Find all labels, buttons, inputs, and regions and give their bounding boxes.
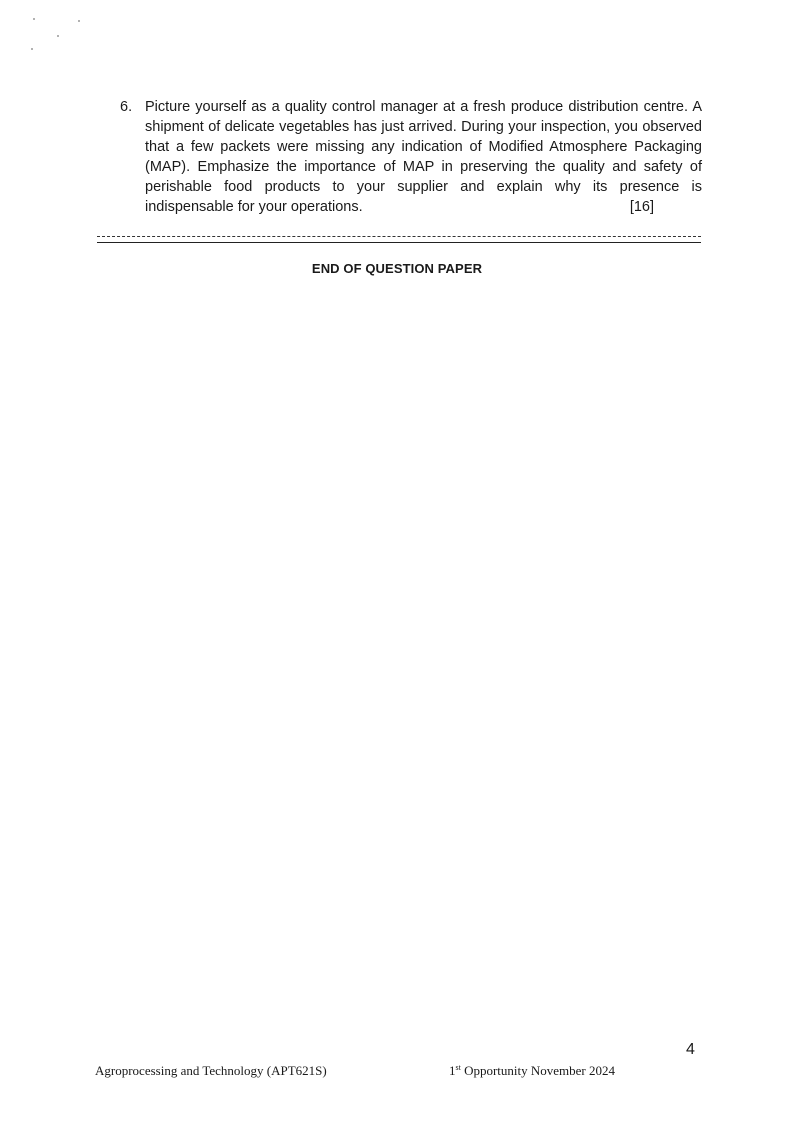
solid-divider — [97, 242, 701, 243]
scan-speck — [78, 20, 80, 22]
question-last-line — [145, 197, 702, 217]
footer-opportunity-text: Opportunity November 2024 — [460, 1063, 616, 1078]
question-6 — [120, 97, 702, 217]
question-line: perishable food products to your supplier and explain why its presence is — [145, 179, 702, 195]
footer-ordinal-number: 1 — [449, 1063, 456, 1078]
dashed-divider — [97, 236, 701, 237]
end-of-paper-title: END OF QUESTION PAPER — [311, 261, 483, 276]
scan-speck — [57, 35, 59, 37]
page-number: 4 — [686, 1041, 695, 1058]
question-line: that a few packets were missing any indication of Modified Atmosphere Packaging — [145, 139, 702, 155]
question-line: Picture yourself as a quality control manager at a fresh produce distribution centre. A — [145, 99, 702, 115]
question-line: (MAP). Emphasize the importance of MAP in preserving the quality and safety of — [145, 159, 702, 175]
question-line: indispensable for your operations. — [145, 199, 363, 215]
question-number: 6. — [120, 99, 133, 115]
footer-course-name: Agroprocessing and Technology (APT621S) — [95, 1063, 327, 1078]
scan-speck — [33, 18, 35, 20]
marks-allocation: [16] — [629, 199, 654, 215]
scan-speck — [31, 48, 33, 50]
footer-ordinal-suffix: st — [455, 1063, 461, 1072]
question-line: shipment of delicate vegetables has just arrived. During your inspection, you observed — [145, 119, 702, 135]
question-text — [145, 97, 702, 217]
footer-opportunity — [449, 1063, 615, 1079]
